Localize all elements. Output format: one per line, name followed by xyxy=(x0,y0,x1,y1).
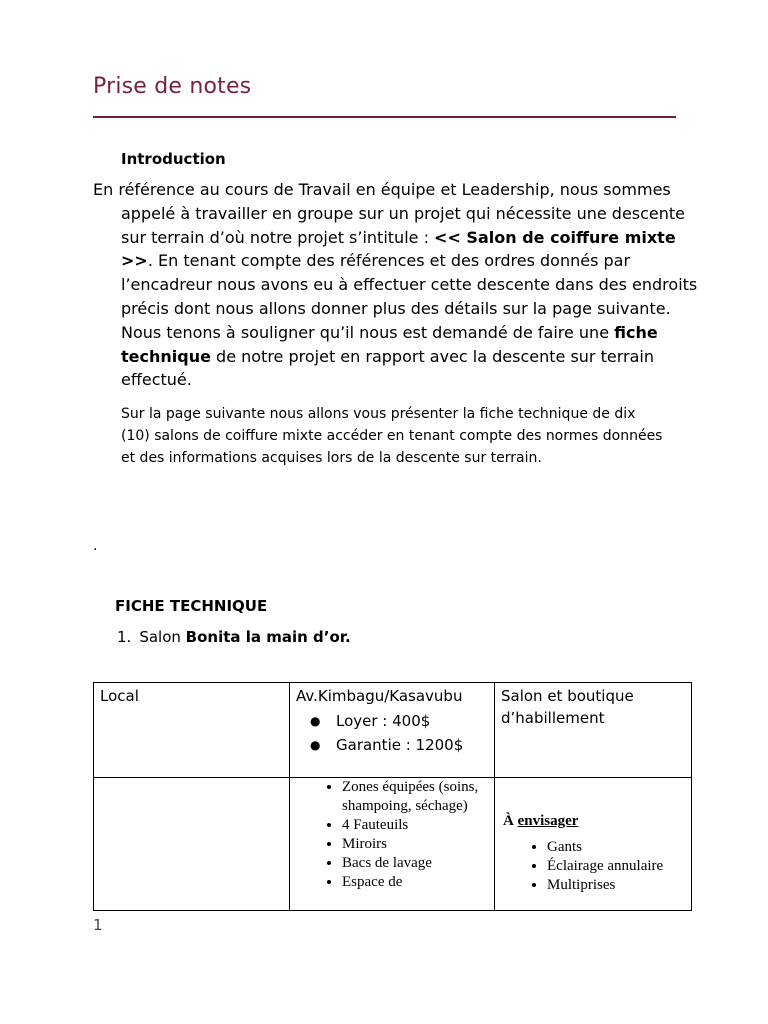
list-item: • Éclairage annulaire xyxy=(547,857,691,876)
salon-prefix: Salon xyxy=(139,628,186,646)
project-title: << Salon de coiffure mixte >> xyxy=(121,227,676,271)
equipment-list xyxy=(290,778,494,892)
salon-number: 1. xyxy=(117,628,132,646)
table-row xyxy=(94,683,692,778)
list-item: • Gants xyxy=(547,838,691,857)
fiche-table xyxy=(93,682,692,911)
intro-text-3: de notre projet en rapport avec la descente sur terrain effectué. xyxy=(121,346,654,390)
intro-text-2: . En tenant compte des références et des ordres donnés par l’encadreur nous avons eu à effectuer cette descente dans des endroits précis dont nous allons donner plus des détails sur la page suivante. Nous tenons à souligner qu’il nous est demandé de faire une xyxy=(121,251,698,342)
list-item: • Zones équipées (soins, shampoing, séchage) xyxy=(342,778,494,816)
intro-paragraph xyxy=(93,178,711,392)
stray-dot: . xyxy=(93,538,98,554)
intro-heading: Introduction xyxy=(121,150,226,168)
table-cell xyxy=(94,778,290,911)
list-item: ● Loyer : 400$ xyxy=(336,709,494,733)
fiche-technique-emphasis: fiche technique xyxy=(121,322,658,366)
fiche-heading: FICHE TECHNIQUE xyxy=(115,597,268,615)
page-number: 1 xyxy=(93,916,103,934)
list-item: • Bacs de lavage xyxy=(342,854,494,873)
empty-cell xyxy=(94,778,289,782)
table-cell xyxy=(495,683,692,778)
envisager-heading xyxy=(495,778,691,838)
table-cell xyxy=(290,778,495,911)
page-title: Prise de notes xyxy=(93,74,252,99)
intro-text-1: En référence au cours de Travail en équipe et Leadership, nous sommes appelé à travailler en groupe sur un projet qui nécessite une descente sur terrain d’où notre projet s’intitule : xyxy=(93,180,686,247)
location-type: Salon et boutique d’habillement xyxy=(501,687,634,727)
list-item: • 4 Fauteuils xyxy=(342,816,494,835)
list-item: ● Garantie : 1200$ xyxy=(336,733,494,757)
local-label: Local xyxy=(100,687,139,705)
address: Av.Kimbagu/Kasavubu xyxy=(296,687,463,705)
table-cell xyxy=(94,683,290,778)
envisager-title: envisager xyxy=(517,813,579,829)
list-item: • Multiprises xyxy=(547,876,691,895)
next-page-note: Sur la page suivante nous allons vous présenter la fiche technique de dix (10) salons de coiffure mixte accéder en tenant compte des normes données et des informations acquises lors de la descente sur terrain. xyxy=(121,406,663,466)
table-cell xyxy=(290,683,495,778)
table-row xyxy=(94,778,692,911)
list-item: • Espace de xyxy=(342,873,494,892)
envisager-prefix: À xyxy=(503,813,518,829)
salon-title xyxy=(117,628,351,646)
table-cell xyxy=(495,778,692,911)
salon-name: Bonita la main d’or. xyxy=(185,628,351,646)
list-item: • Miroirs xyxy=(342,835,494,854)
envisager-list xyxy=(495,838,691,895)
title-divider xyxy=(93,116,676,118)
cost-list xyxy=(290,709,494,757)
